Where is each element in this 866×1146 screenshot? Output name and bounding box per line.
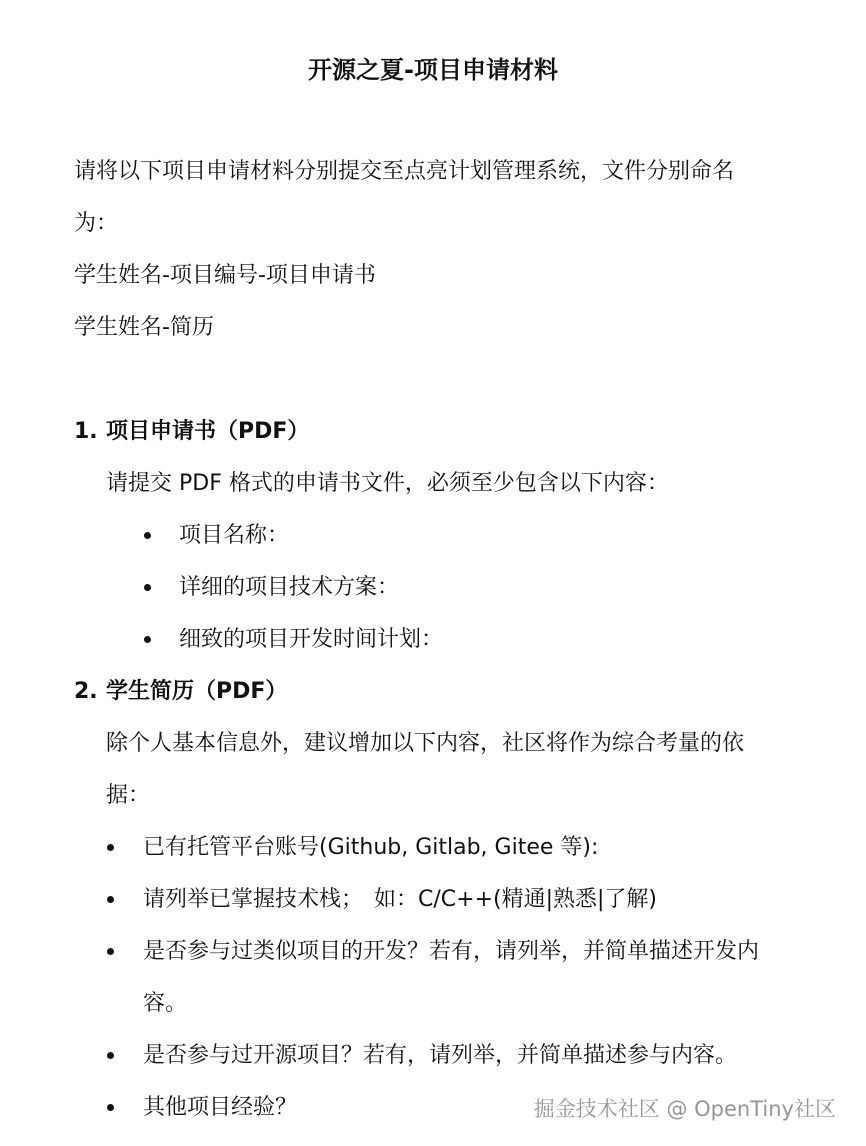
intro-line-instructions: 请将以下项目申请材料分别提交至点亮计划管理系统，文件分别命名为： — [74, 159, 735, 236]
section-number: 1. — [74, 419, 98, 444]
bullet-icon — [107, 1104, 114, 1111]
bullet-icon — [144, 532, 151, 539]
list-item-text: 其他项目经验？ — [143, 1095, 298, 1120]
list-item-text: 详细的项目技术方案： — [179, 575, 400, 600]
bullet-icon — [144, 636, 151, 643]
document-title: 开源之夏-项目申请材料 — [308, 56, 558, 84]
list-item — [74, 510, 794, 562]
section-heading — [74, 666, 794, 718]
list-item-text: 请列举已掌握技术栈； 如：C/C++(精通|熟悉|了解) — [143, 887, 657, 912]
section-title: 学生简历（PDF） — [106, 679, 288, 704]
list-item-text: 是否参与过开源项目？若有，请列举，并简单描述参与内容。 — [143, 1043, 738, 1068]
list-item-text: 已有托管平台账号(Github, Gitlab, Gitee 等): — [143, 835, 599, 860]
bullet-icon — [107, 896, 114, 903]
intro-line-application-filename: 学生姓名-项目编号-项目申请书 — [74, 263, 376, 288]
intro-line-resume-filename: 学生姓名-简历 — [74, 315, 214, 340]
bullet-list — [74, 822, 794, 1134]
section-description: 请提交 PDF 格式的申请书文件，必须至少包含以下内容： — [106, 471, 669, 496]
list-item-text: 是否参与过类似项目的开发？若有，请列举，并简单描述开发内容。 — [143, 939, 760, 1016]
section-heading — [74, 406, 794, 458]
bullet-icon — [107, 844, 114, 851]
watermark: 掘金技术社区 @ OpenTiny社区 — [533, 1097, 836, 1121]
list-item-text: 细致的项目开发时间计划： — [179, 627, 444, 652]
section-application — [74, 406, 794, 666]
section-resume — [74, 666, 794, 1134]
intro-block — [74, 146, 774, 354]
section-title: 项目申请书（PDF） — [106, 419, 310, 444]
bullet-icon — [107, 1052, 114, 1059]
section-description: 除个人基本信息外，建议增加以下内容，社区将作为综合考量的依据： — [106, 731, 745, 808]
list-item — [74, 562, 794, 614]
list-item-text: 项目名称： — [179, 523, 290, 548]
bullet-icon — [107, 948, 114, 955]
list-item — [74, 1030, 794, 1082]
list-item — [74, 926, 794, 1030]
bullet-list — [74, 510, 794, 666]
list-item — [74, 614, 794, 666]
list-item — [74, 822, 794, 874]
list-item — [74, 874, 794, 926]
bullet-icon — [144, 584, 151, 591]
section-number: 2. — [74, 679, 98, 704]
